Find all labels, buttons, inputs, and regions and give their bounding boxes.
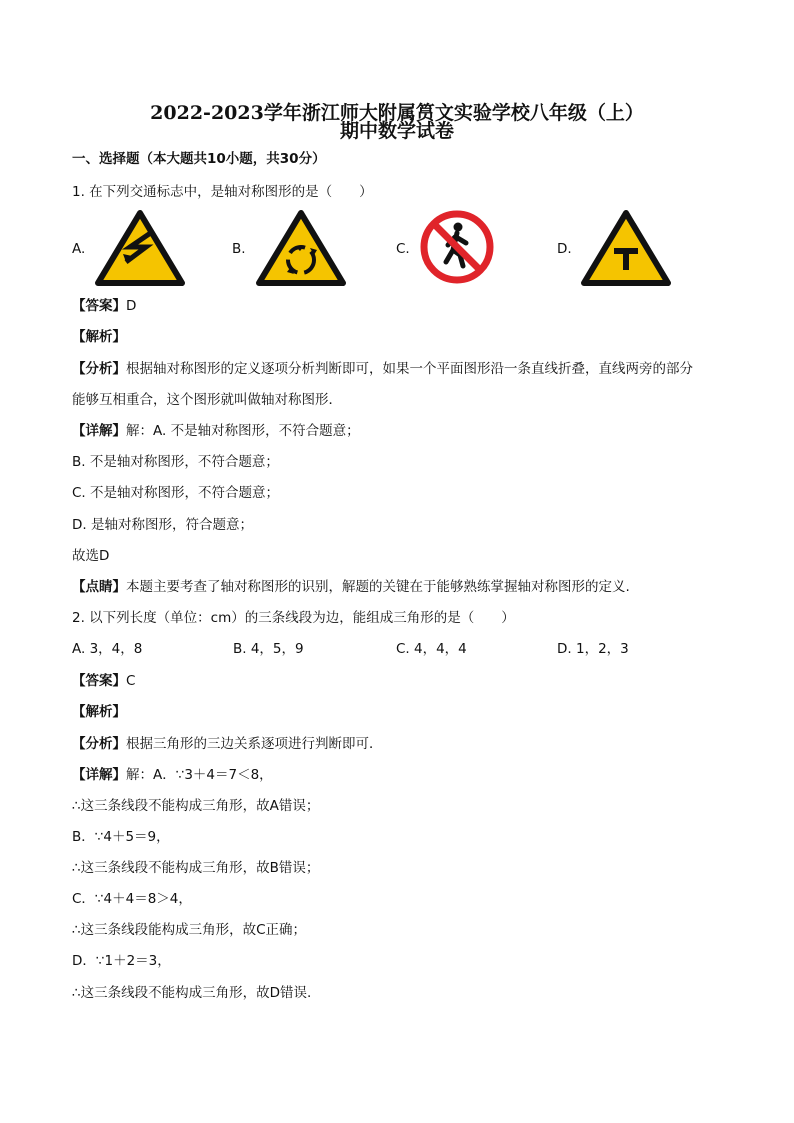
q1-stem: 1. 在下列交通标志中，是轴对称图形的是（ ） [72, 184, 373, 200]
q1-analysis-tag: 【分析】 [72, 361, 126, 377]
exam-subtitle [0, 116, 794, 143]
exam-title: 2022-2023学年浙江师大附属筼文实验学校八年级（上） [150, 102, 644, 124]
q2-analysis [72, 735, 383, 753]
warning-roundabout-sign-icon [256, 210, 346, 286]
q1-detail-tag: 【详解】 [72, 423, 126, 439]
q1-option-c-label: C. [396, 241, 410, 257]
q2-detail-line7: D．∵1＋2＝3， [72, 953, 171, 969]
q2-option-b: B. 4，5，9 [233, 641, 304, 657]
q2-detail-text1: 解：A．∵3＋4＝7＜8， [126, 767, 273, 783]
q1-option-b-label: B. [232, 241, 246, 257]
q2-detail-line2: ∴这三条线段不能构成三角形，故A错误； [72, 798, 320, 814]
q1-analysis-line2: 能够互相重合，这个图形就叫做轴对称图形． [72, 392, 342, 408]
q2-option-c: C. 4，4，4 [396, 641, 467, 657]
q2-detail-line4: ∴这三条线段不能构成三角形，故B错误； [72, 860, 320, 876]
q1-answer [72, 297, 136, 315]
q2-stem: 2. 以下列长度（单位：cm）的三条线段为边，能组成三角形的是（ ） [72, 610, 515, 626]
q1-comment-tag: 【点睛】 [72, 579, 126, 595]
warning-z-curve-sign-icon [95, 210, 185, 286]
q1-analysis-heading: 【解析】 [72, 329, 126, 345]
q1-analysis-line1 [72, 360, 693, 378]
q1-option-a-label: A. [72, 241, 86, 257]
q2-detail-line3: B．∵4＋5＝9， [72, 829, 170, 845]
q1-detail-line2: B. 不是轴对称图形，不符合题意； [72, 454, 279, 470]
section-heading: 一、选择题（本大题共10小题，共30分） [72, 151, 326, 167]
q2-detail-line5: C．∵4＋4＝8＞4， [72, 891, 192, 907]
q1-detail-line1 [72, 422, 360, 440]
q1-detail-text1: 解：A. 不是轴对称图形，不符合题意； [126, 423, 360, 439]
q1-answer-value: D [126, 298, 137, 314]
q2-analysis-heading: 【解析】 [72, 704, 126, 720]
q1-analysis-text: 根据轴对称图形的定义逐项分析判断即可，如果一个平面图形沿一条直线折叠，直线两旁的部分 [126, 361, 693, 377]
warning-t-junction-sign-icon [581, 210, 671, 286]
q2-option-a: A. 3，4，8 [72, 641, 143, 657]
q2-detail-tag: 【详解】 [72, 767, 126, 783]
no-pedestrians-sign-icon [418, 208, 496, 286]
q2-detail-line1 [72, 766, 273, 784]
q2-analysis-tag: 【分析】 [72, 736, 126, 752]
q2-answer [72, 672, 135, 690]
q1-comment [72, 578, 630, 596]
q1-option-d-label: D. [557, 241, 572, 257]
q2-analysis-text: 根据三角形的三边关系逐项进行判断即可． [126, 736, 383, 752]
q2-option-d: D. 1，2，3 [557, 641, 629, 657]
q2-detail-line6: ∴这三条线段能构成三角形，故C正确； [72, 922, 307, 938]
q2-answer-tag: 【答案】 [72, 673, 126, 689]
exam-subtitle-text: 期中数学试卷 [339, 120, 454, 142]
q1-detail-line4: D. 是轴对称图形，符合题意； [72, 517, 253, 533]
q1-comment-text: 本题主要考查了轴对称图形的识别，解题的关键在于能够熟练掌握轴对称图形的定义. [126, 579, 630, 595]
q1-detail-line3: C. 不是轴对称图形，不符合题意； [72, 485, 280, 501]
q1-conclusion: 故选D [72, 548, 110, 564]
q1-answer-tag: 【答案】 [72, 298, 126, 314]
q2-answer-value: C [126, 673, 136, 689]
q2-detail-line8: ∴这三条线段不能构成三角形，故D错误. [72, 985, 312, 1001]
